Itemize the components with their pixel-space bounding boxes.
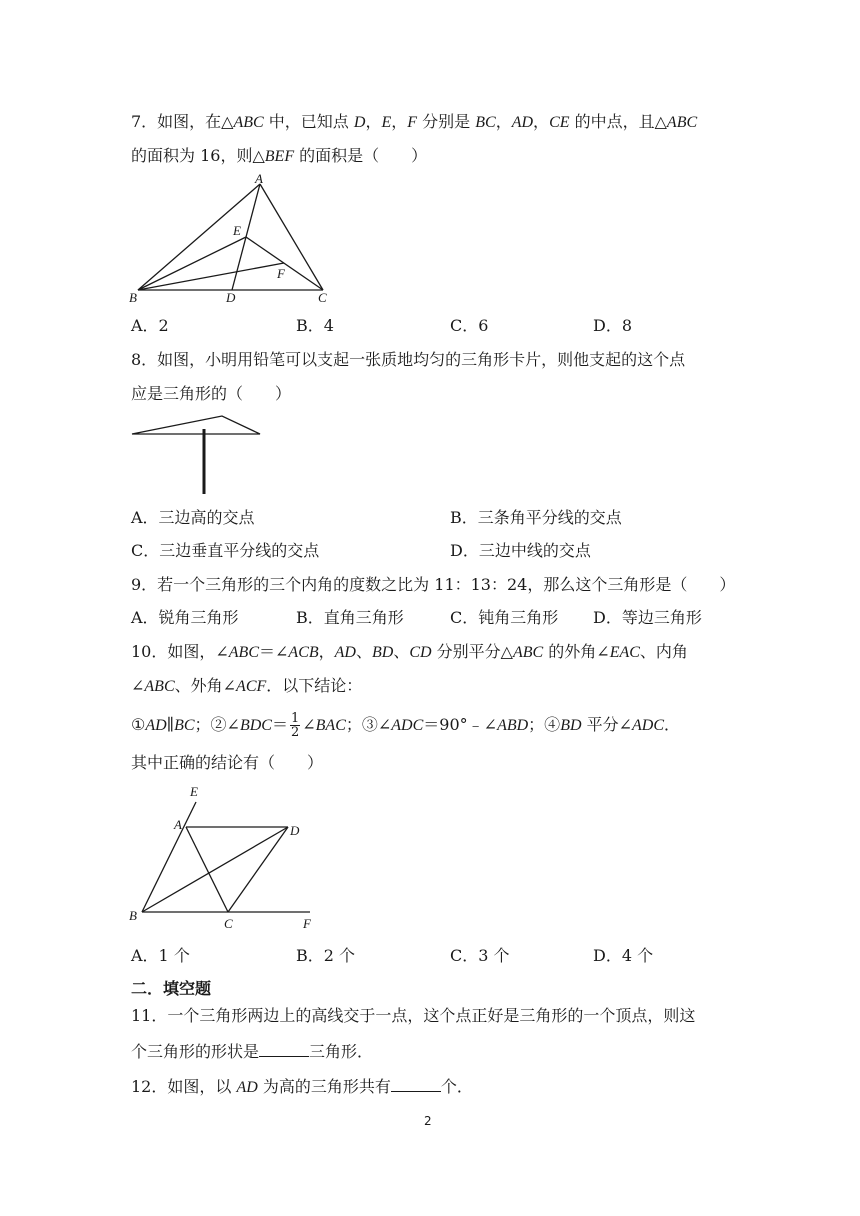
q7-label-c: C	[318, 290, 327, 305]
q7-edge-ac	[260, 184, 323, 290]
q8-option-a[interactable]: A．三边高的交点	[131, 508, 255, 527]
q10-line4: 其中正确的结论有（ ）	[131, 753, 324, 772]
q10-segment-bd	[142, 827, 288, 912]
q8-line1: 8．如图，小明用铅笔可以支起一张质地均匀的三角形卡片，则他支起的这个点	[131, 350, 686, 369]
q8-option-b[interactable]: B．三条角平分线的交点	[450, 508, 622, 527]
q9-option-a[interactable]: A．锐角三角形	[131, 608, 239, 627]
q9-line1: 9．若一个三角形的三个内角的度数之比为 11：13：24，那么这个三角形是（ ）	[131, 575, 736, 594]
q7-segment-be	[138, 237, 246, 290]
q7-option-c[interactable]: C．6	[450, 316, 489, 335]
q10-line1: 10．如图，∠ABC＝∠ACB，AD、BD、CD 分别平分△ABC 的外角∠EAC、内角	[131, 642, 688, 661]
q9-option-c[interactable]: C．钝角三角形	[450, 608, 559, 627]
q10-option-a[interactable]: A．1 个	[131, 946, 190, 965]
q10-label-e: E	[190, 784, 198, 799]
q10-fraction-half: $\frac{1}{2}$	[290, 711, 300, 740]
q10-option-c[interactable]: C．3 个	[450, 946, 510, 965]
q10-option-d[interactable]: D．4 个	[593, 946, 654, 965]
q10-label-a: A	[174, 817, 182, 832]
q7-line2: 的面积为 16，则△BEF 的面积是（ ）	[131, 146, 428, 165]
q12-line1: 12．如图，以 AD 为高的三角形共有 个．	[131, 1077, 473, 1096]
q9-option-d[interactable]: D．等边三角形	[593, 608, 702, 627]
q7-figure	[125, 172, 345, 312]
q11-answer-blank[interactable]	[259, 1040, 309, 1057]
q10-ray-be	[142, 802, 196, 912]
q10-line3: ①AD∥BC；②∠BDC＝ $\frac{1}{2}$ ∠BAC；③∠ADC＝90°﹣∠ABD；④BD 平分∠ADC．	[131, 711, 681, 740]
q10-label-c: C	[224, 916, 233, 931]
q12-answer-blank[interactable]	[391, 1075, 441, 1092]
q10-line2: ∠ABC、外角∠ACF．以下结论：	[131, 676, 363, 695]
q7-label-a: A	[255, 171, 263, 186]
q7-label-e: E	[233, 223, 241, 238]
q7-line1: 7．如图，在△ABC 中，已知点 D，E，F 分别是 BC，AD，CE 的中点，且△ABC	[131, 112, 698, 131]
q7-segment-ce	[246, 237, 323, 290]
q10-label-d: D	[290, 823, 300, 838]
q8-figure	[128, 410, 268, 500]
q7-edge-ab	[138, 184, 260, 290]
section-title-fill-in: 二．填空题	[131, 979, 212, 998]
q10-label-b: B	[129, 908, 137, 923]
q8-triangle-card	[132, 416, 260, 434]
q7-label-b: B	[129, 290, 137, 305]
q11-line2: 个三角形的形状是 三角形．	[131, 1042, 374, 1061]
q10-label-f: F	[303, 916, 311, 931]
q9-option-b[interactable]: B．直角三角形	[296, 608, 404, 627]
q11-line1: 11．一个三角形两边上的高线交于一点，这个点正好是三角形的一个顶点，则这	[131, 1006, 696, 1025]
q7-option-b[interactable]: B．4	[296, 316, 334, 335]
q7-label-d: D	[226, 290, 236, 305]
q10-segment-cd	[228, 827, 288, 912]
q7-option-a[interactable]: A．2	[131, 316, 169, 335]
q10-segment-ac	[186, 827, 228, 912]
q7-option-d[interactable]: D．8	[593, 316, 633, 335]
q8-line2: 应是三角形的（ ）	[131, 384, 292, 403]
q7-label-f: F	[277, 266, 285, 281]
q10-option-b[interactable]: B．2 个	[296, 946, 356, 965]
q7-segment-bf	[138, 263, 284, 290]
page-number: 2	[424, 1114, 432, 1128]
q10-figure	[124, 780, 324, 940]
q8-option-d[interactable]: D．三边中线的交点	[450, 541, 591, 560]
q8-option-c[interactable]: C．三边垂直平分线的交点	[131, 541, 320, 560]
